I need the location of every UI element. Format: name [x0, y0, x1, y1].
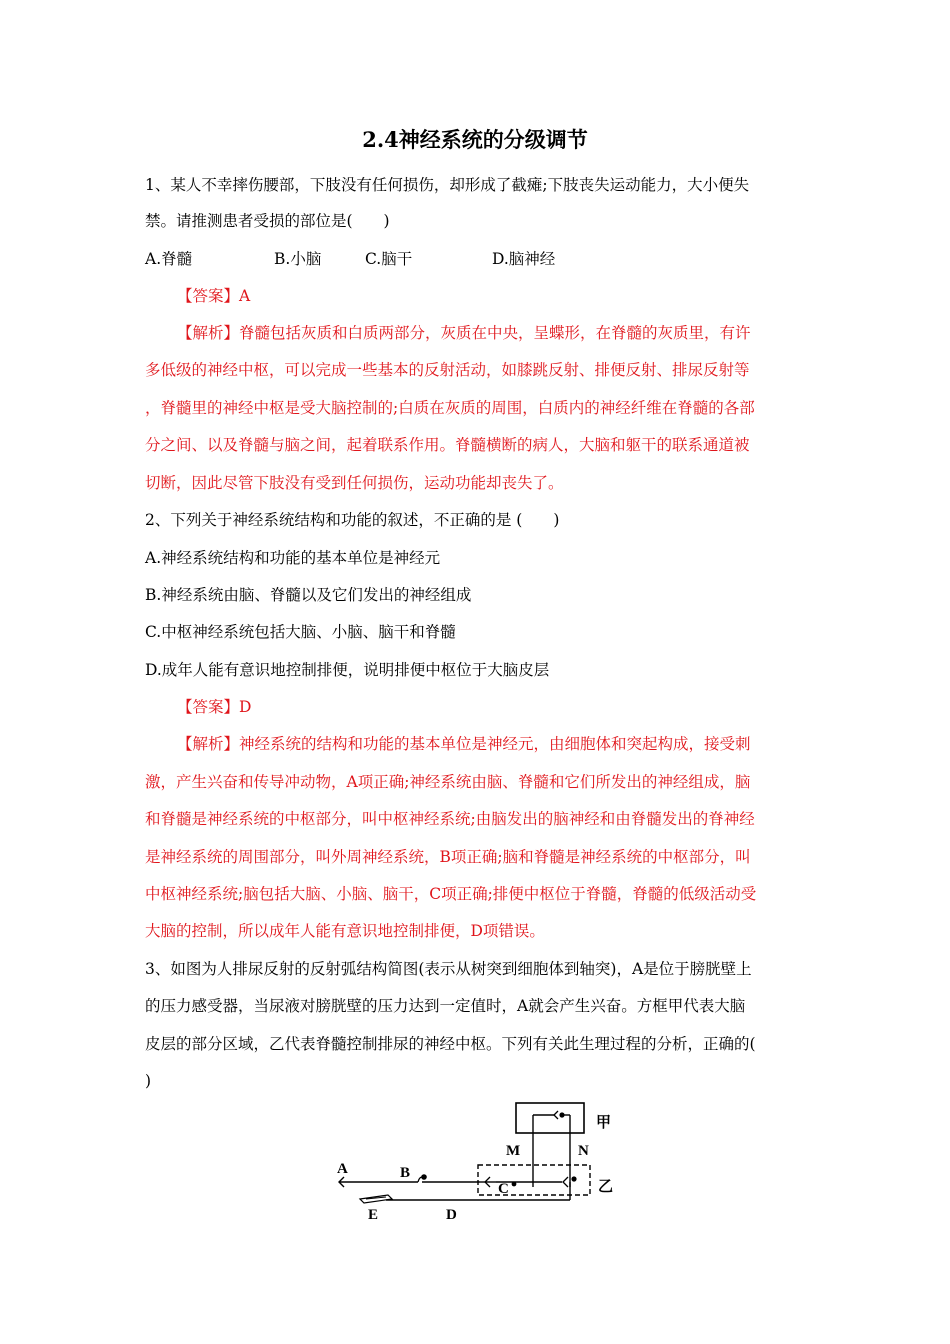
q1-option-d: D.脑神经	[492, 250, 556, 268]
q2-analysis-line-5: 中枢神经系统;脑包括大脑、小脑、脑干，C项正确;排便中枢位于脊髓，脊髓的低级活动受	[145, 885, 757, 903]
neuron-body-c	[512, 1182, 517, 1187]
q1-analysis-line-5: 切断，因此尽管下肢没有受到任何损伤，运动功能却丧失了。	[145, 474, 564, 492]
box-jia	[516, 1103, 584, 1133]
q3-stem-line-3: 皮层的部分区域，乙代表脊髓控制排尿的神经中枢。下列有关此生理过程的分析，正确的(	[145, 1035, 756, 1053]
q3-stem-line-4: )	[145, 1072, 152, 1090]
q2-analysis-line-1: 【解析】神经系统的结构和功能的基本单位是神经元，由细胞体和突起构成，接受刺	[177, 735, 751, 753]
q1-option-a: A.脊髓	[145, 250, 193, 268]
label-d: D	[446, 1207, 457, 1223]
label-m: M	[506, 1143, 521, 1159]
reflex-arc-diagram	[330, 1095, 630, 1225]
q2-answer: 【答案】D	[177, 698, 252, 716]
page-title: 2.4神经系统的分级调节	[362, 127, 588, 152]
q1-stem-line-1: 1、某人不幸摔伤腰部，下肢没有任何损伤，却形成了截瘫;下肢丧失运动能力，大小便失	[145, 176, 750, 194]
q1-analysis-line-1: 【解析】脊髓包括灰质和白质两部分，灰质在中央，呈蝶形，在脊髓的灰质里，有许	[177, 324, 751, 342]
q1-analysis-line-4: 分之间、以及脊髓与脑之间，起着联系作用。脊髓横断的病人，大脑和躯干的联系通道被	[145, 436, 750, 454]
q2-analysis-line-4: 是神经系统的周围部分，叫外周神经系统，B项正确;脑和脊髓是神经系统的中枢部分，叫	[145, 848, 751, 866]
effector-e	[360, 1195, 392, 1203]
q1-option-b: B.小脑	[274, 250, 322, 268]
neuron-body-yi	[571, 1176, 576, 1181]
q1-answer: 【答案】A	[177, 287, 251, 305]
q2-option-b: B.神经系统由脑、脊髓以及它们发出的神经组成	[145, 586, 472, 604]
q2-option-c: C.中枢神经系统包括大脑、小脑、脑干和脊髓	[145, 623, 456, 641]
label-jia: 甲	[596, 1115, 612, 1131]
label-e: E	[368, 1207, 379, 1223]
neuron-body-jia	[559, 1112, 564, 1117]
q2-stem: 2、下列关于神经系统结构和功能的叙述，不正确的是 ( )	[145, 511, 560, 529]
q3-stem-line-1: 3、如图为人排尿反射的反射弧结构简图(表示从树突到细胞体到轴突)，A是位于膀胱壁上	[145, 960, 752, 978]
label-b: B	[400, 1165, 411, 1181]
q1-analysis-line-2: 多低级的神经中枢，可以完成一些基本的反射活动，如膝跳反射、排便反射、排尿反射等	[145, 361, 750, 379]
q2-analysis-line-3: 和脊髓是神经系统的中枢部分，叫中枢神经系统;由脑发出的脑神经和由脊髓发出的脊神经	[145, 810, 755, 828]
q3-stem-line-2: 的压力感受器，当尿液对膀胱壁的压力达到一定值时，A就会产生兴奋。方框甲代表大脑	[145, 997, 746, 1015]
q2-option-a: A.神经系统结构和功能的基本单位是神经元	[145, 549, 441, 567]
q1-analysis-line-3: ，脊髓里的神经中枢是受大脑控制的;白质在灰质的周围，白质内的神经纤维在脊髓的各部	[145, 399, 755, 417]
label-n: N	[578, 1143, 589, 1159]
q1-option-c: C.脑干	[365, 250, 413, 268]
label-yi: 乙	[598, 1179, 614, 1195]
q1-stem-line-2: 禁。请推测患者受损的部位是( )	[145, 212, 390, 230]
label-c: C	[498, 1181, 509, 1197]
label-a: A	[337, 1161, 348, 1177]
q2-analysis-line-6: 大脑的控制，所以成年人能有意识地控制排便，D项错误。	[145, 922, 545, 940]
q2-option-d: D.成年人能有意识地控制排便，说明排便中枢位于大脑皮层	[145, 661, 550, 679]
q2-analysis-line-2: 激，产生兴奋和传导冲动物，A项正确;神经系统由脑、脊髓和它们所发出的神经组成，脑	[145, 773, 751, 791]
neuron-body-b	[421, 1174, 427, 1180]
